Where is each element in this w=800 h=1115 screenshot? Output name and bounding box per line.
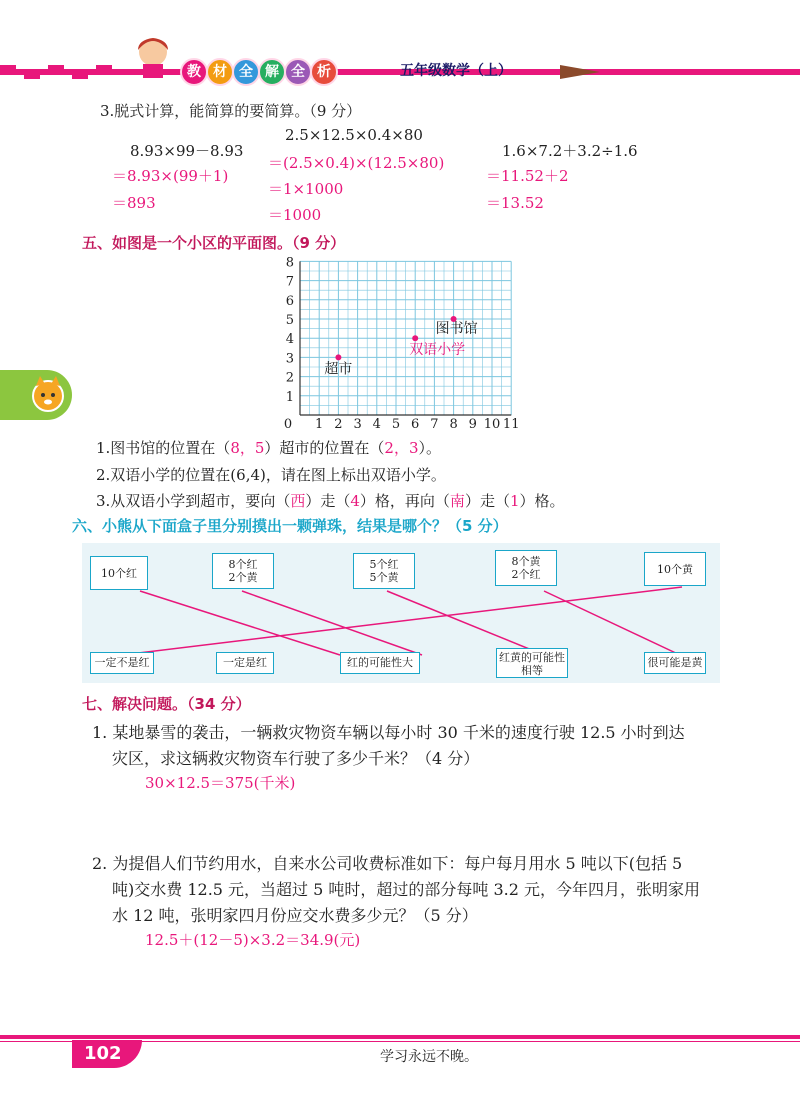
point-2 <box>412 335 418 341</box>
x-tick-label: 11 <box>502 417 520 432</box>
page-number: 102 <box>72 1040 142 1068</box>
box3-line1: 5个红 <box>369 558 399 571</box>
header-char-4: 解 <box>258 58 286 86</box>
x-tick-label: 3 <box>353 417 362 432</box>
section6-heading: 六、小熊从下面盒子里分别摸出一颗弹珠，结果是哪个？（5 分） <box>72 517 508 535</box>
answer4-line1: 红黄的可能性 <box>499 651 565 664</box>
q3-col2-line4: ＝1000 <box>268 206 322 224</box>
y-tick-label: 2 <box>285 370 294 386</box>
s5-q1-answer-market: 2，3 <box>384 439 419 457</box>
x-tick-label: 8 <box>449 417 458 432</box>
s7-p2-line3: 水 12 吨，张明家四月份应交水费多少元？（5 分） <box>112 906 478 925</box>
s5-q3-mid3: ）走（ <box>464 492 510 510</box>
y-tick-label: 1 <box>285 389 294 405</box>
answer-box-3: 红的可能性大 <box>340 652 420 674</box>
q3-col3-line1: 1.6×7.2＋3.2÷1.6 <box>502 142 638 160</box>
answer-box-4 <box>496 648 568 678</box>
s5-q3-answer-dir1: 西 <box>290 492 306 510</box>
marble-box-5 <box>644 552 706 586</box>
q3-col2-line3: ＝1×1000 <box>268 180 344 198</box>
q3-col2-line1: 2.5×12.5×0.4×80 <box>285 126 423 144</box>
q3-col1-line2: ＝8.93×(99＋1) <box>112 167 229 185</box>
s7-p1-answer: 30×12.5＝375(千米) <box>145 774 296 792</box>
point-label: 双语小学 <box>409 342 466 359</box>
box2-line2: 2个黄 <box>228 571 258 584</box>
box2-line1: 8个红 <box>228 558 258 571</box>
header-char-3: 全 <box>232 58 260 86</box>
answer-box-1: 一定不是红 <box>90 652 154 674</box>
q3-col3-line2: ＝11.52＋2 <box>486 167 569 185</box>
x-tick-label: 0 <box>283 417 293 432</box>
box4-line2: 2个红 <box>511 568 541 581</box>
x-tick-label: 6 <box>411 417 420 432</box>
answer-box-2: 一定是红 <box>216 652 274 674</box>
coordinate-grid <box>280 255 520 435</box>
s5-q1-suffix: ）。 <box>418 439 442 457</box>
s5-q3-answer-steps1: 4 <box>350 492 360 510</box>
marble-box-1 <box>90 556 148 590</box>
q3-heading: 3.脱式计算，能简算的要简算。（9 分） <box>100 102 362 120</box>
marble-box-2 <box>212 553 274 589</box>
s5-q1-prefix: 1.图书馆的位置在（ <box>96 439 231 457</box>
y-tick-label: 5 <box>285 313 294 328</box>
girl-mascot-icon <box>128 34 178 78</box>
s5-q2: 2.双语小学的位置在(6,4)，请在图上标出双语小学。 <box>96 466 446 484</box>
s5-q3-answer-steps2: 1 <box>509 492 520 510</box>
footer-motto: 学习永远不晚。 <box>380 1049 478 1065</box>
y-tick-label: 3 <box>285 351 294 367</box>
x-tick-label: 9 <box>468 417 477 432</box>
box5-line1: 10个黄 <box>657 563 693 576</box>
s7-p2-line1: 2. 为提倡人们节约用水，自来水公司收费标准如下：每户每月用水 5 吨以下(包括 5 <box>92 854 683 873</box>
x-tick-label: 5 <box>391 417 401 432</box>
marble-box-4 <box>495 550 557 586</box>
q3-col1-line1: 8.93×99－8.93 <box>130 142 244 160</box>
point-label: 超市 <box>324 361 353 378</box>
header-subtitle: 五年级数学（上） <box>400 63 512 79</box>
section7-heading: 七、解决问题。（34 分） <box>82 695 251 713</box>
y-tick-label: 6 <box>285 293 294 309</box>
section5-heading: 五、如图是一个小区的平面图。（9 分） <box>82 234 346 252</box>
s5-q1 <box>96 437 441 458</box>
header-char-1: 教 <box>180 58 208 86</box>
header-char-2: 材 <box>206 58 234 86</box>
s5-q3-mid1: ）走（ <box>305 492 351 510</box>
s5-q3-prefix: 3.从双语小学到超市，要向（ <box>96 492 291 510</box>
x-tick-label: 4 <box>372 417 381 432</box>
box4-line1: 8个黄 <box>511 555 541 568</box>
s5-q3-mid2: ）格，再向（ <box>359 492 450 510</box>
header-char-5: 全 <box>284 58 312 86</box>
marble-box-3 <box>353 553 415 589</box>
s5-q3-answer-dir2: 南 <box>449 492 465 510</box>
q3-col3-line3: ＝13.52 <box>486 194 544 212</box>
s7-p2-line2: 吨)交水费 12.5 元，当超过 5 吨时，超过的部分每吨 3.2 元，今年四月，张明家用 <box>112 880 701 899</box>
answer4-line2: 相等 <box>521 664 543 677</box>
q3-col2-line2: ＝(2.5×0.4)×(12.5×80) <box>268 154 445 172</box>
x-tick-label: 10 <box>483 417 501 432</box>
q3-col1-line3: ＝893 <box>112 194 156 212</box>
s5-q1-answer-library: 8，5 <box>230 439 265 457</box>
fox-mascot-icon <box>28 374 68 414</box>
x-tick-label: 2 <box>334 417 343 432</box>
y-tick-label: 7 <box>285 274 294 290</box>
s7-p1-line1: 1. 某地暴雪的袭击，一辆救灾物资车辆以每小时 30 千米的速度行驶 12.5 小时到达 <box>92 723 685 742</box>
footer-rule <box>0 1035 800 1039</box>
s5-q3 <box>96 490 565 511</box>
y-tick-label: 8 <box>285 255 294 271</box>
box1-line1: 10个红 <box>101 567 137 580</box>
y-tick-label: 4 <box>285 332 294 348</box>
s7-p2-answer: 12.5＋(12－5)×3.2＝34.9(元) <box>145 931 361 949</box>
point-label: 图书馆 <box>435 321 478 337</box>
point-3 <box>335 354 341 360</box>
s5-q1-mid: ）超市的位置在（ <box>264 439 385 457</box>
x-tick-label: 1 <box>315 417 324 432</box>
s5-q3-suffix: ）格。 <box>519 492 565 510</box>
box3-line2: 5个黄 <box>369 571 399 584</box>
s7-p1-line2: 灾区，求这辆救灾物资车行驶了多少千米？（4 分） <box>112 749 480 768</box>
header-char-6: 析 <box>310 58 338 86</box>
answer-box-5: 很可能是黄 <box>644 652 706 674</box>
x-tick-label: 7 <box>430 417 439 432</box>
